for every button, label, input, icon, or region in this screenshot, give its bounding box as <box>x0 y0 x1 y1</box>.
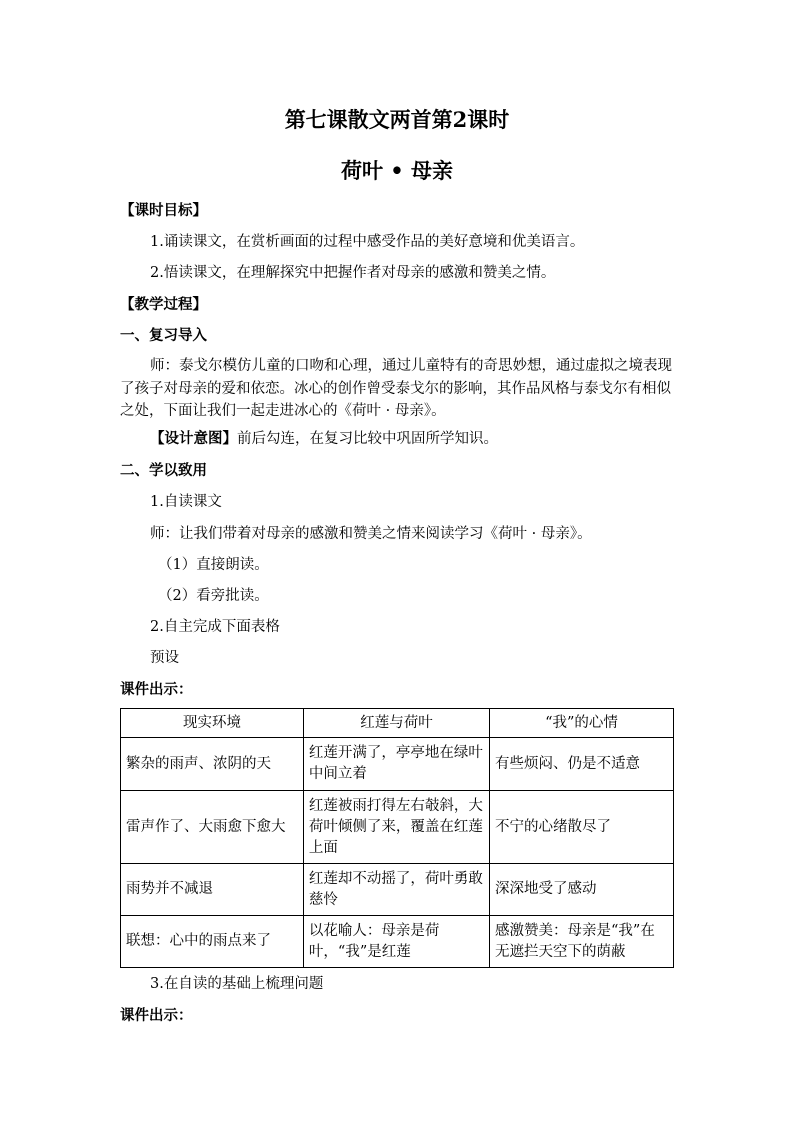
design-intent-text: 前后勾连，在复习比较中巩固所学知识。 <box>237 431 498 447</box>
table-cell: 雷声作了、大雨愈下愈大 <box>121 791 304 864</box>
lesson-subtitle: 荷叶 • 母亲 <box>340 158 454 183</box>
table-row <box>121 864 674 916</box>
section2-item-2: 2.自主完成下面表格 <box>150 619 280 635</box>
section1-paragraph: 师：泰戈尔模仿儿童的口吻和心理，通过儿童特有的奇思妙想，通过虚拟之境表现了孩子对母亲的爱和依恋。冰心的创作曾受泰戈尔的影响，其作品风格与泰戈尔有相似之处，下面让我们一起走进冰心的《荷叶 · 母亲》。 <box>120 358 672 419</box>
section2-heading: 二、学以致用 <box>120 462 207 479</box>
section2-item-3: 3.在自读的基础上梳理问题 <box>150 976 324 992</box>
courseware-label-2: 课件出示： <box>120 1007 193 1024</box>
goal-item-1: 1.诵读课文，在赏析画面的过程中感受作品的美好意境和优美语言。 <box>150 234 585 250</box>
table-header-cell: “我”的心情 <box>490 709 674 738</box>
table-row <box>121 916 674 968</box>
table-row <box>121 791 674 864</box>
table-cell: 红莲却不动摇了，荷叶勇敢慈怜 <box>303 864 489 916</box>
table-cell: 不宁的心绪散尽了 <box>490 791 674 864</box>
analysis-table <box>120 708 674 968</box>
design-intent <box>150 428 710 450</box>
reading-step-1: （1）直接朗读。 <box>158 557 269 573</box>
table-header-row <box>121 709 674 738</box>
table-cell: 有些烦闷、仍是不适意 <box>490 738 674 791</box>
goal-item-2: 2.悟读课文，在理解探究中把握作者对母亲的感激和赞美之情。 <box>150 265 556 281</box>
table-cell: 红莲被雨打得左右攲斜，大荷叶倾侧了来，覆盖在红莲上面 <box>303 791 489 864</box>
table-cell: 红莲开满了，亭亭地在绿叶中间立着 <box>303 738 489 791</box>
table-cell: 深深地受了感动 <box>490 864 674 916</box>
table-cell: 感激赞美：母亲是“我”在无遮拦天空下的荫蔽 <box>490 916 674 968</box>
goals-heading: 【课时目标】 <box>120 202 207 219</box>
reading-step-2: （2）看旁批读。 <box>158 588 269 604</box>
process-heading: 【教学过程】 <box>120 296 207 313</box>
table-header-cell: 红莲与荷叶 <box>303 709 489 738</box>
table-header-cell: 现实环境 <box>121 709 304 738</box>
design-intent-label: 【设计意图】 <box>150 430 237 447</box>
lesson-title: 第七课散文两首第2课时 <box>284 107 510 132</box>
table-row <box>121 738 674 791</box>
section2-item-1: 1.自读课文 <box>150 494 222 510</box>
table-cell: 繁杂的雨声、浓阴的天 <box>121 738 304 791</box>
table-cell: 以花喻人：母亲是荷叶，“我”是红莲 <box>303 916 489 968</box>
table-cell: 联想：心中的雨点来了 <box>121 916 304 968</box>
section1-heading: 一、复习导入 <box>120 327 207 344</box>
teacher-instruction: 师：让我们带着对母亲的感激和赞美之情来阅读学习《荷叶 · 母亲》。 <box>150 526 592 542</box>
courseware-label-1: 课件出示： <box>120 681 193 698</box>
preset-label: 预设 <box>150 650 179 666</box>
table-cell: 雨势并不减退 <box>121 864 304 916</box>
